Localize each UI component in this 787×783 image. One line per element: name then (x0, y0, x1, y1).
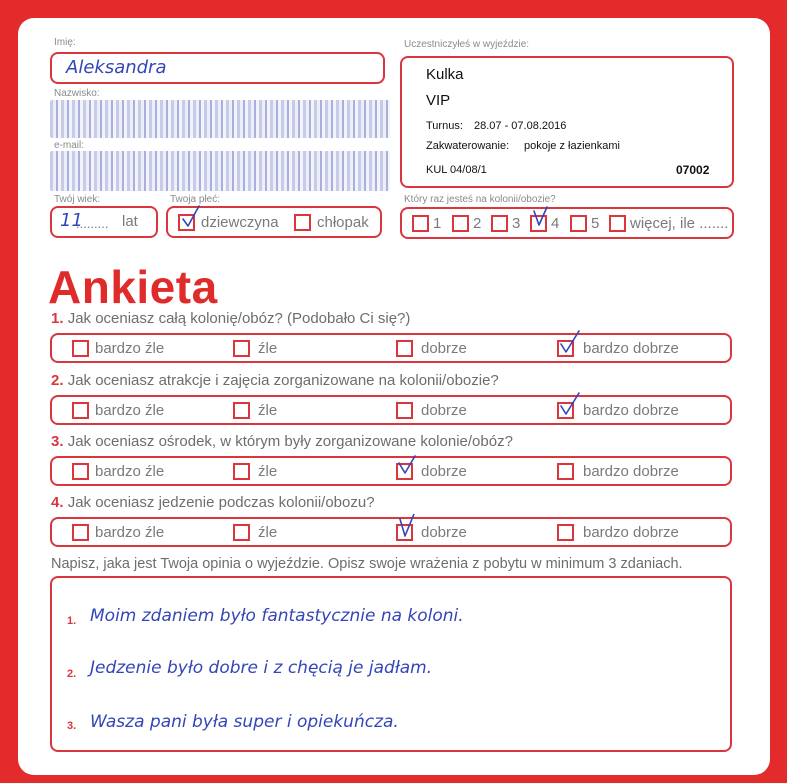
q4-checkbox-zle[interactable] (233, 524, 250, 541)
question-1-options (50, 333, 732, 363)
email-label: e-mail: (54, 140, 85, 151)
opinion-prompt: Napisz, jaka jest Twoja opinia o wyjeździe. Opisz swoje wrażenia z pobytu w minimum 3 zdaniach. (51, 556, 683, 572)
opinion-line-2-number: 2. (67, 668, 77, 680)
age-field[interactable] (50, 206, 158, 238)
gender-option-dziewczyna: dziewczyna (201, 214, 279, 231)
q4-option-bardzo-dobrze: bardzo dobrze (583, 524, 679, 541)
participant-line-1: Kulka (426, 66, 464, 83)
survey-sheet (18, 18, 770, 775)
gender-checkbox-dziewczyna[interactable] (178, 214, 195, 231)
question-3-options (50, 456, 732, 486)
participant-line-2: VIP (426, 92, 451, 109)
q1-checkbox-bardzo-dobrze[interactable] (557, 340, 574, 357)
question-4-title: 4. Jak oceniasz jedzenie podczas kolonii/obozu? (51, 494, 375, 511)
accommodation-value: pokoje z łazienkami (524, 140, 620, 152)
q2-checkbox-dobrze[interactable] (396, 402, 413, 419)
page-title: Ankieta (48, 261, 218, 313)
q4-checkbox-bardzo-dobrze[interactable] (557, 524, 574, 541)
q1-option-zle: źle (258, 340, 278, 357)
q4-option-bardzo-zle: bardzo źle (95, 524, 165, 541)
turnus-label: Turnus: (426, 120, 463, 132)
surname-label: Nazwisko: (54, 88, 100, 99)
q2-checkbox-bardzo-zle[interactable] (72, 402, 89, 419)
gender-checkbox-chlopak[interactable] (294, 214, 311, 231)
question-2-options (50, 395, 732, 425)
question-3-title: 3. Jak oceniasz ośrodek, w którym były zorganizowane kolonie/obóz? (51, 433, 513, 450)
q2-checkbox-zle[interactable] (233, 402, 250, 419)
q2-option-bardzo-dobrze: bardzo dobrze (583, 402, 679, 419)
q3-checkbox-zle[interactable] (233, 463, 250, 480)
age-label: Twój wiek: (54, 194, 101, 205)
participant-label: Uczestniczyłeś w wyjeździe: (404, 39, 530, 50)
check-mark-icon (558, 330, 580, 356)
gender-label: Twoja płeć: (170, 194, 221, 205)
q1-checkbox-zle[interactable] (233, 340, 250, 357)
q2-checkbox-bardzo-dobrze[interactable] (557, 402, 574, 419)
times-checkbox-5[interactable] (570, 215, 587, 232)
age-dots: ......... (76, 216, 109, 231)
q1-option-dobrze: dobrze (421, 340, 467, 357)
gender-option-chlopak: chłopak (317, 214, 369, 231)
times-checkbox-2[interactable] (452, 215, 469, 232)
age-value: 11 (60, 210, 83, 231)
check-mark-icon (179, 204, 201, 230)
check-mark-icon (531, 205, 553, 231)
times-checkbox-1[interactable] (412, 215, 429, 232)
turnus-value: 28.07 - 07.08.2016 (474, 120, 567, 132)
participant-code: KUL 04/08/1 (426, 164, 487, 176)
question-1-title: 1. Jak oceniasz całą kolonię/obóz? (Podobało Ci się?) (51, 310, 411, 327)
times-option-5: 5 (591, 215, 600, 232)
surname-redacted (50, 100, 390, 138)
q3-checkbox-bardzo-zle[interactable] (72, 463, 89, 480)
name-value: Aleksandra (66, 57, 167, 78)
check-mark-icon (397, 453, 419, 479)
q4-checkbox-dobrze[interactable] (396, 524, 413, 541)
q1-option-bardzo-zle: bardzo źle (95, 340, 165, 357)
q3-option-bardzo-zle: bardzo źle (95, 463, 165, 480)
participant-box (400, 56, 734, 188)
q1-checkbox-bardzo-zle[interactable] (72, 340, 89, 357)
name-field[interactable] (50, 52, 385, 84)
q2-option-zle: źle (258, 402, 278, 419)
opinion-line-3: Wasza pani była super i opiekuńcza. (90, 712, 399, 732)
times-option-2: 2 (473, 215, 482, 232)
q3-checkbox-bardzo-dobrze[interactable] (557, 463, 574, 480)
q2-option-dobrze: dobrze (421, 402, 467, 419)
times-option-1: 1 (433, 215, 442, 232)
accommodation-label: Zakwaterowanie: (426, 140, 510, 152)
times-option-4: 4 (551, 215, 560, 232)
q3-checkbox-dobrze[interactable] (396, 463, 413, 480)
times-label: Który raz jesteś na kolonii/obozie? (404, 194, 556, 205)
q2-option-bardzo-zle: bardzo źle (95, 402, 165, 419)
times-option-more: więcej, ile ....... (630, 215, 729, 232)
opinion-textarea[interactable] (50, 576, 732, 752)
name-label: Imię: (54, 37, 76, 48)
q4-option-zle: źle (258, 524, 278, 541)
question-2-title: 2. Jak oceniasz atrakcje i zajęcia zorganizowane na kolonii/obozie? (51, 372, 499, 389)
q3-option-dobrze: dobrze (421, 463, 467, 480)
times-checkbox-more[interactable] (609, 215, 626, 232)
q4-checkbox-bardzo-zle[interactable] (72, 524, 89, 541)
gender-field (166, 206, 382, 238)
times-checkbox-4[interactable] (530, 215, 547, 232)
opinion-line-1: Moim zdaniem było fantastycznie na koloni. (90, 606, 464, 626)
times-checkbox-3[interactable] (491, 215, 508, 232)
check-mark-icon (558, 392, 580, 418)
question-4-options (50, 517, 732, 547)
q1-option-bardzo-dobrze: bardzo dobrze (583, 340, 679, 357)
check-mark-icon (397, 514, 419, 540)
opinion-line-2: Jedzenie było dobre i z chęcią je jadłam. (90, 658, 433, 678)
age-unit: lat (122, 213, 138, 230)
times-option-3: 3 (512, 215, 521, 232)
q3-option-bardzo-dobrze: bardzo dobrze (583, 463, 679, 480)
q4-option-dobrze: dobrze (421, 524, 467, 541)
q1-checkbox-dobrze[interactable] (396, 340, 413, 357)
email-redacted (50, 151, 390, 191)
opinion-line-3-number: 3. (67, 720, 77, 732)
times-field (400, 207, 734, 239)
q3-option-zle: źle (258, 463, 278, 480)
opinion-line-1-number: 1. (67, 615, 77, 627)
participant-number: 07002 (676, 163, 710, 177)
